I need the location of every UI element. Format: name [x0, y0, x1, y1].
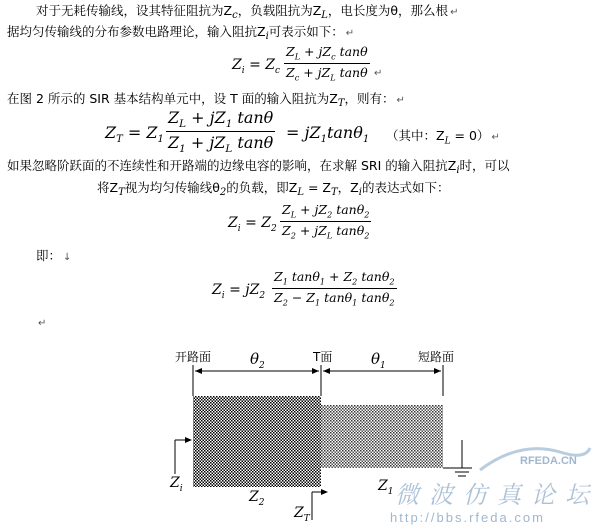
- paragraph-mark: ↵: [450, 7, 459, 18]
- watermark-logo-text: [520, 455, 577, 467]
- arrow-head-icon: [312, 368, 319, 374]
- theta1-label: [371, 350, 386, 371]
- eq-symbol: Z: [294, 505, 304, 521]
- eq-symbol: Z: [228, 215, 238, 231]
- eq-sub: 1: [387, 486, 394, 497]
- denominator: $Z_2 + jZ_L$ tanθ$_2$: [282, 222, 370, 240]
- eq-symbol: = jZ: [286, 123, 321, 142]
- eq-sub: 2: [258, 497, 265, 508]
- section-z2-wide: [193, 396, 321, 487]
- theta2-label: [250, 350, 265, 371]
- subscript: i: [358, 187, 362, 198]
- watermark-site-name: [395, 475, 599, 510]
- text-segment: ，则有：: [344, 91, 395, 106]
- note-text: （其中：Z: [386, 128, 445, 143]
- text-segment: ，负载阻抗为Z: [237, 3, 322, 18]
- arrow-head-icon: [323, 368, 330, 374]
- eq-sub: 1: [320, 134, 327, 146]
- paragraph-mark: ↵: [491, 132, 500, 143]
- eq-sub: T: [303, 513, 310, 524]
- eq-sub: i: [221, 290, 225, 301]
- note-text: = 0）: [450, 128, 490, 143]
- subscript: i: [456, 165, 460, 176]
- text-segment: ，电长度为θ，那么根: [327, 3, 449, 18]
- eq-symbol: θ: [250, 350, 260, 368]
- text-segment: 时，可以: [459, 158, 510, 173]
- text-segment: 将Z: [97, 180, 119, 195]
- eq-sub: 1: [157, 134, 164, 146]
- text-segment: 在图 2 所示的 SIR 基本结构单元中，设 T 面的输入阻抗为Z: [7, 91, 338, 106]
- text-segment: ，Z: [337, 180, 359, 195]
- paragraph-mark: ↵: [345, 28, 355, 39]
- eq-symbol: θ: [371, 350, 381, 368]
- eq-symbol: = Z: [244, 57, 275, 73]
- eq-sub: 2: [270, 223, 277, 234]
- eq-symbol: = Z: [240, 215, 271, 231]
- zt-label: [294, 505, 310, 524]
- paragraph-mark: ↓: [63, 252, 72, 263]
- short-plane-label: [418, 348, 454, 365]
- eq-sub: 1: [380, 361, 386, 371]
- watermark-url: [390, 510, 545, 525]
- paragraph-mark: ↵: [38, 318, 47, 329]
- open-plane-label: [175, 348, 211, 365]
- eq-symbol: = Z: [122, 123, 158, 142]
- eq-symbol: Z: [170, 475, 180, 491]
- eq-symbol: = jZ: [224, 282, 260, 298]
- arrow-head-icon: [434, 368, 441, 374]
- numerator: $Z_L + jZ_2$ tanθ$_2$: [282, 202, 370, 220]
- z2-label: [249, 489, 264, 508]
- text-segment: 视为均匀传输线θ: [124, 180, 220, 195]
- eq-symbol: Z: [105, 123, 117, 142]
- denominator: $Z_1 + jZ_L$ tanθ: [168, 133, 274, 156]
- subscript: L: [321, 10, 328, 21]
- eq-sub: 2: [259, 361, 265, 371]
- eq-sub: 1: [362, 134, 370, 146]
- numerator: $Z_1$ $\tan\theta_1 + Z_2$ tanθ$_2$: [274, 269, 395, 287]
- text-segment: 即：: [36, 248, 62, 263]
- numerator: $Z_L + jZ_c$ tanθ: [286, 44, 368, 62]
- denominator: $Z_c + jZ_L$ tanθ: [286, 64, 368, 82]
- arrow-head-icon: [195, 368, 202, 374]
- zi-label: [170, 475, 183, 494]
- paragraph-mark: ↵: [374, 68, 383, 79]
- eq-sub: T: [116, 134, 123, 146]
- watermark-text: RFEDA.CN: [520, 455, 577, 467]
- paragraph-mark: ↵: [396, 95, 405, 106]
- arrow-head-icon: [321, 489, 328, 495]
- eq-sub: i: [237, 223, 241, 234]
- eq-symbol: tanθ: [326, 123, 363, 142]
- subscript: T: [330, 187, 338, 198]
- eq-sub: c: [274, 65, 281, 76]
- eq-symbol: Z: [378, 478, 388, 494]
- eq-sub: L: [444, 136, 451, 147]
- label-text: 开路面: [175, 350, 212, 364]
- eq-sub: i: [241, 65, 245, 76]
- eq-symbol: Z: [232, 57, 242, 73]
- text-segment: 对于无耗传输线，设其特征阻抗为Z: [36, 3, 233, 18]
- subscript: 2: [219, 187, 227, 198]
- subscript: L: [297, 187, 304, 198]
- text-segment: 如果忽略阶跃面的不连续性和开路端的边缘电容的影响，在求解 SRI 的输入阻抗Z: [7, 158, 457, 173]
- eq-symbol: Z: [249, 489, 259, 505]
- text-segment: = Z: [304, 180, 331, 195]
- text-segment: 的表达式如下：: [361, 180, 450, 195]
- subscript: c: [232, 10, 238, 21]
- subscript: T: [118, 187, 125, 198]
- t-plane-label: [313, 348, 332, 365]
- subscript: T: [337, 98, 345, 109]
- watermark-text: 微波仿真论坛: [395, 481, 599, 509]
- text-segment: 据均匀传输线的分布参数电路理论，输入阻抗Z: [7, 24, 266, 39]
- numerator: $Z_L + jZ_1$ tanθ: [168, 108, 274, 131]
- watermark-text: http://bbs.rfeda.com: [390, 510, 545, 525]
- z1-label: [378, 478, 393, 497]
- arrow-head-icon: [185, 437, 192, 443]
- eq-sub: 2: [259, 290, 266, 301]
- label-text: T面: [313, 350, 333, 364]
- text-segment: 的负载，即Z: [226, 180, 298, 195]
- eq-sub: i: [179, 483, 183, 494]
- text-segment: 可表示如下：: [268, 24, 344, 39]
- denominator: $Z_2 - Z_1$ tanθ$_1$ tanθ$_2$: [274, 289, 395, 307]
- section-z1-narrow: [321, 405, 443, 468]
- eq-symbol: Z: [212, 282, 222, 298]
- subscript: i: [265, 31, 269, 42]
- label-text: 短路面: [418, 350, 455, 364]
